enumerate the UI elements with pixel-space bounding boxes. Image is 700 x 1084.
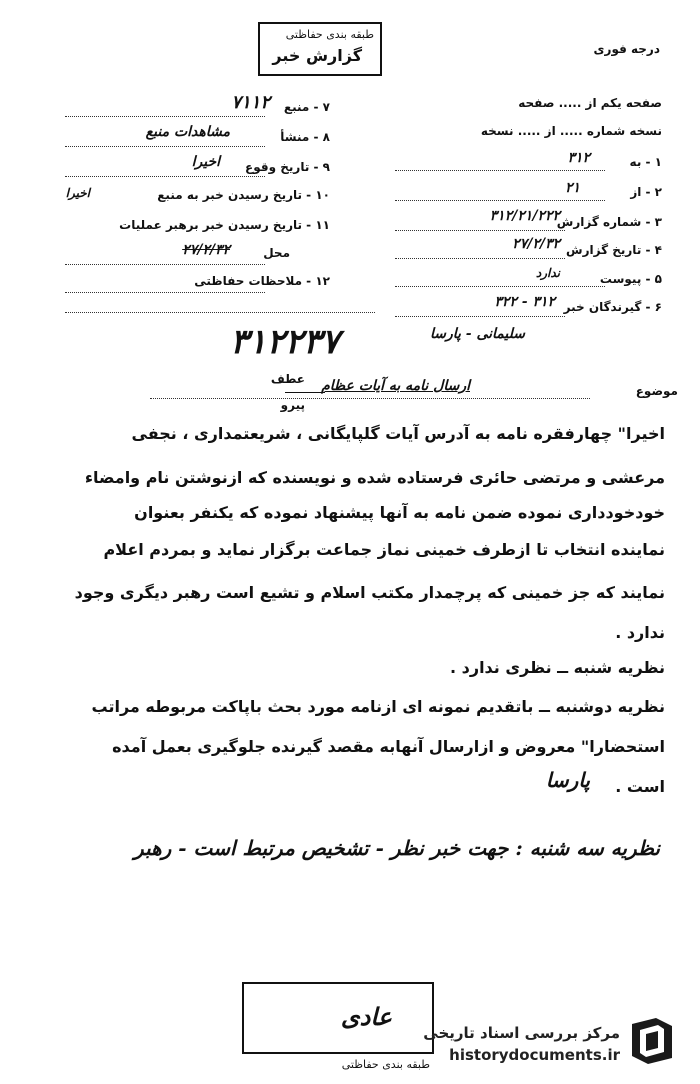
body-line-5: نمایند که جز خمینی که پرچمدار مکتب اسلام و تشیع است رهبر دیگری وجود — [74, 583, 665, 602]
comment-doshanbe-2: استحضارا" معروض و ازارسال آنهابه مقصد گیرنده جلوگیری بعمل آمده — [112, 737, 665, 756]
from-line — [395, 200, 605, 201]
receipt-date-value: اخیرا — [65, 186, 90, 200]
bottom-box — [242, 982, 434, 1054]
body-line-6: ندارد . — [615, 623, 665, 642]
body-line-4: نماینده انتخاب تا ازطرف خمینی نماز جماعت برگزار نماید و بمردم اعلام — [103, 540, 665, 559]
signature: پارسا — [545, 768, 590, 792]
subject-value: ارسال نامه به آیات عظام — [321, 378, 470, 394]
copy-info: نسخه شماره ..... از ..... نسخه — [480, 124, 662, 138]
attachment-value: ندارد — [535, 266, 560, 280]
report-no-value: ۳۱۲/۲۱/۲۲۲ — [489, 208, 560, 224]
bottom-handwritten: عادی — [340, 1002, 392, 1031]
subject-side-rule — [285, 392, 325, 393]
comment-doshanbe-3: است . — [615, 777, 665, 796]
report-no-label: ۳ - شماره گزارش — [556, 215, 662, 229]
source-line — [65, 116, 265, 117]
classification-top: طبقه بندی حفاظتی — [285, 28, 374, 41]
handwritten-note: نظریه سه شنبه : جهت خبر نظر - تشخیص مرتبط است - رهبر — [134, 836, 660, 860]
event-date-value: اخیرا — [191, 154, 220, 170]
body-line-3: خودخودداری نموده ضمن نامه به آنها پیشنهاد نموده که یکنفر بعنوان — [134, 503, 665, 522]
attachment-line — [395, 286, 605, 287]
urgency-label: درجه فوری — [593, 42, 660, 56]
report-date-value: ۲۷/۲/۳۲ — [512, 236, 560, 252]
recipients-line — [395, 316, 565, 317]
unit-receipt-label: ۱۱ - تاریخ رسیدن خبر برهبر عملیات — [119, 218, 330, 232]
source-label: ۷ - منبع — [283, 100, 330, 114]
origin-value: مشاهدات منبع — [145, 124, 230, 140]
attachment-label: ۵ - پیوست — [599, 272, 662, 286]
notes-line-1 — [65, 292, 265, 293]
recipients-value-2: سلیمانی - پارسا — [430, 326, 525, 342]
to-value: ۳۱۲ — [567, 150, 590, 166]
watermark-line-2: historydocuments.ir — [449, 1046, 620, 1064]
origin-label: ۸ - منشأ — [280, 130, 330, 144]
receipt-date-label: ۱۰ - تاریخ رسیدن خبر به منبع — [157, 188, 330, 202]
recipients-value: ۳۱۲ - ۳۲۲ — [494, 294, 555, 310]
to-line — [395, 170, 605, 171]
source-value: ۷۱۱۲ — [231, 92, 270, 113]
origin-line — [65, 146, 265, 147]
to-label: ۱ - به — [629, 155, 662, 169]
watermark-line-1: مرکز بررسی اسناد تاریخی — [423, 1024, 620, 1042]
subject-side-bottom: پیرو — [280, 398, 305, 412]
report-date-line — [395, 258, 565, 259]
book-logo-icon — [626, 1014, 678, 1066]
notes-line-2 — [65, 312, 375, 313]
security-notes-label: ۱۲ - ملاحظات حفاظتی — [194, 274, 330, 288]
body-line-2: مرعشی و مرتضی حائری فرستاده شده و نویسنده که ازنوشتن نام وامضاء — [84, 468, 665, 487]
subject-side-top: عطف — [270, 372, 305, 386]
recipients-label: ۶ - گیرندگان خبر — [563, 300, 662, 314]
comment-doshanbe-1: نظریه دوشنبه ــ باتقدیم نمونه ای ازنامه مورد بحث باپاکت مربوطه مراتب — [91, 697, 665, 716]
report-date-label: ۴ - تاریخ گزارش — [566, 243, 662, 257]
event-date-line — [65, 176, 265, 177]
big-number: ۳۱۲۲۳۷ — [230, 322, 340, 362]
subject-label: موضوع — [635, 384, 678, 398]
comment-shanbe: نظریه شنبه ــ نظری ندارد . — [450, 658, 665, 677]
from-value: ۲۱ — [564, 180, 580, 196]
event-date-label: ۹ - تاریخ وقوع — [245, 160, 330, 174]
place-value: ۲۷/۲/۳۲ — [182, 242, 230, 258]
header-box — [258, 22, 382, 76]
place-line — [65, 264, 265, 265]
from-label: ۲ - از — [630, 185, 662, 199]
body-line-1: اخیرا" چهارفقره نامه به آدرس آیات گلپایگانی ، شریعتمداری ، نجفی — [131, 424, 665, 443]
subject-line — [150, 398, 590, 399]
form-title: گزارش خبر — [272, 46, 362, 65]
page-info: صفحه یکم از ..... صفحه — [518, 96, 662, 110]
report-no-line — [395, 230, 565, 231]
place-label: محل — [263, 246, 290, 260]
classification-bottom: طبقه بندی حفاظتی — [341, 1058, 430, 1071]
